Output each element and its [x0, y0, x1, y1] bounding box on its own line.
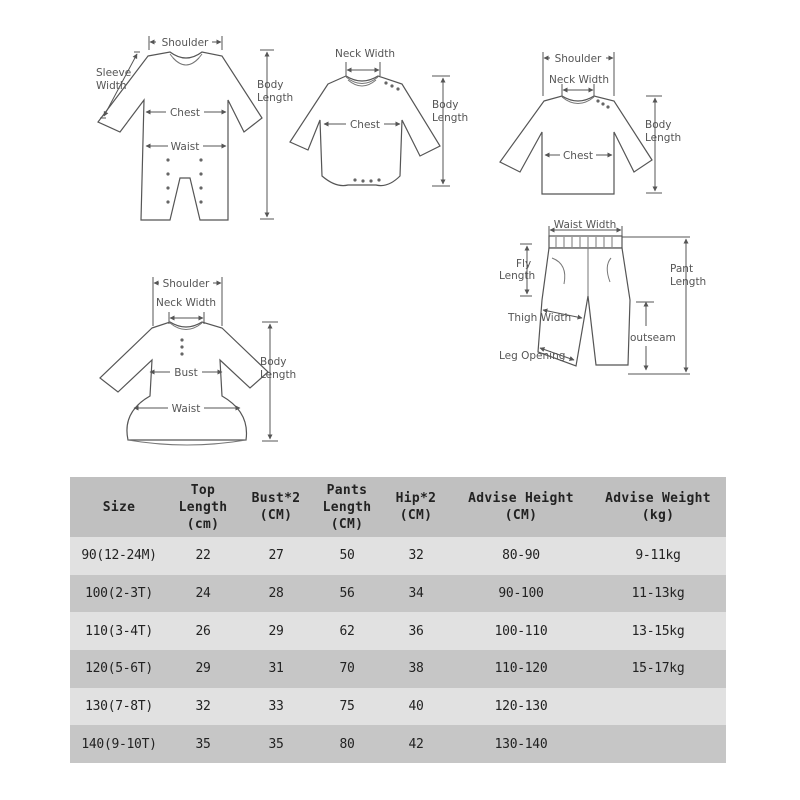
romper-sleeve-label-1: Sleeve [96, 67, 132, 79]
table-row [70, 688, 726, 726]
cell-pants-length: 62 [314, 612, 380, 650]
cell-advise-height: 100-110 [452, 612, 590, 650]
cell-pants-length: 50 [314, 537, 380, 575]
cell-advise-weight [590, 688, 726, 726]
cell-bust: 35 [238, 725, 314, 763]
cell-top-length: 26 [168, 612, 238, 650]
size-chart-table [70, 477, 726, 763]
cell-size: 140(9-10T) [70, 725, 168, 763]
cell-hip: 38 [380, 650, 452, 688]
top-diagram [500, 52, 681, 194]
cell-top-length: 22 [168, 537, 238, 575]
cell-top-length: 24 [168, 575, 238, 613]
romper-diagram [96, 36, 293, 220]
cell-top-length: 29 [168, 650, 238, 688]
cell-bust: 27 [238, 537, 314, 575]
header-hip: Hip*2 (CM) [380, 477, 452, 537]
bodysuit-body-label-2: Length [432, 112, 469, 124]
cell-top-length: 35 [168, 725, 238, 763]
table-row [70, 725, 726, 763]
top-neck-width-label: Neck Width [548, 74, 610, 86]
pants-fly-label-1: Fly [516, 258, 532, 270]
cell-bust: 28 [238, 575, 314, 613]
pants-leg-opening-label: Leg Opening [499, 350, 566, 362]
cell-advise-height: 80-90 [452, 537, 590, 575]
romper-chest-label: Chest [169, 107, 201, 119]
bodysuit-body-label-1: Body [432, 99, 459, 111]
cell-bust: 31 [238, 650, 314, 688]
dress-shoulder-label: Shoulder [162, 278, 210, 290]
header-size: Size [70, 477, 168, 537]
pants-waist-width-label: Waist Width [553, 219, 617, 231]
top-body-label-2: Length [645, 132, 682, 144]
cell-hip: 36 [380, 612, 452, 650]
cell-advise-weight [590, 725, 726, 763]
romper-waist-label: Waist [170, 141, 200, 153]
table-row [70, 612, 726, 650]
dress-body-label-2: Length [260, 369, 297, 381]
bodysuit-diagram [290, 48, 468, 186]
header-bust: Bust*2 (CM) [238, 477, 314, 537]
pants-length-label-2: Length [670, 276, 707, 288]
dress-diagram [100, 277, 296, 445]
bodysuit-neck-width-label: Neck Width [334, 48, 396, 60]
header-advise-height: Advise Height (CM) [452, 477, 590, 537]
cell-bust: 33 [238, 688, 314, 726]
cell-size: 130(7-8T) [70, 688, 168, 726]
bodysuit-chest-label: Chest [349, 119, 381, 131]
cell-advise-weight: 15-17kg [590, 650, 726, 688]
pants-diagram [499, 219, 706, 374]
cell-size: 110(3-4T) [70, 612, 168, 650]
cell-hip: 34 [380, 575, 452, 613]
pants-outseam-label: outseam [630, 332, 676, 344]
cell-advise-height: 130-140 [452, 725, 590, 763]
cell-advise-height: 110-120 [452, 650, 590, 688]
header-advise-weight: Advise Weight (kg) [590, 477, 726, 537]
dress-waist-label: Waist [171, 403, 201, 415]
cell-hip: 40 [380, 688, 452, 726]
cell-pants-length: 80 [314, 725, 380, 763]
pants-fly-label-2: Length [499, 270, 536, 282]
cell-pants-length: 70 [314, 650, 380, 688]
cell-hip: 32 [380, 537, 452, 575]
dress-bust-label: Bust [174, 367, 198, 379]
header-pants-length: Pants Length (CM) [314, 477, 380, 537]
cell-advise-height: 120-130 [452, 688, 590, 726]
pants-thigh-width-label: Thigh Width [508, 312, 572, 324]
cell-top-length: 32 [168, 688, 238, 726]
table-row [70, 575, 726, 613]
top-body-label-1: Body [645, 119, 672, 131]
top-chest-label: Chest [562, 150, 594, 162]
pants-length-label-1: Pant [670, 263, 694, 275]
romper-sleeve-label-2: Width [96, 80, 127, 92]
cell-size: 120(5-6T) [70, 650, 168, 688]
romper-body-label-2: Length [257, 92, 294, 104]
cell-advise-height: 90-100 [452, 575, 590, 613]
cell-size: 100(2-3T) [70, 575, 168, 613]
romper-shoulder-label: Shoulder [161, 37, 209, 49]
top-shoulder-label: Shoulder [554, 53, 602, 65]
header-top-length: Top Length (cm) [168, 477, 238, 537]
dress-body-label-1: Body [260, 356, 287, 368]
cell-size: 90(12-24M) [70, 537, 168, 575]
cell-advise-weight: 13-15kg [590, 612, 726, 650]
dress-neck-width-label: Neck Width [155, 297, 217, 309]
romper-body-label-1: Body [257, 79, 284, 91]
cell-bust: 29 [238, 612, 314, 650]
cell-advise-weight: 11-13kg [590, 575, 726, 613]
cell-hip: 42 [380, 725, 452, 763]
cell-pants-length: 75 [314, 688, 380, 726]
cell-pants-length: 56 [314, 575, 380, 613]
cell-advise-weight: 9-11kg [590, 537, 726, 575]
table-row [70, 650, 726, 688]
table-header-row [70, 477, 726, 537]
table-row [70, 537, 726, 575]
